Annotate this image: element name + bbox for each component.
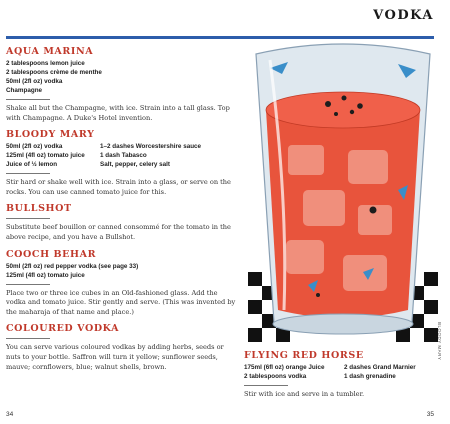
header-rule: [6, 36, 434, 39]
separator: [6, 284, 50, 285]
recipe-bullshot: [6, 203, 238, 242]
ingredient: 2 dashes Grand Marnier: [344, 364, 416, 371]
recipe-aqua-marina: [6, 46, 238, 123]
ingredient-grid: [244, 363, 440, 381]
page-number-right: 35: [426, 411, 434, 418]
recipe-method: You can serve various coloured vodkas by adding herbs, seeds or nuts to your bottle. Saffron will turn it yellow; sunflower seeds, mauve; cornflowers, blue; walnut shells, brown.: [6, 343, 224, 371]
recipe-title: BULLSHOT: [6, 203, 72, 215]
recipe-method: Stir hard or shake well with ice. Strain into a glass, or serve on the rocks. You can use canned tomato juice for this.: [6, 178, 231, 196]
ingredient: 50ml (2fl oz) red pepper vodka (see page 33): [6, 262, 139, 270]
page-number-left: 34: [6, 411, 14, 418]
ingredient: 2 tablespoons lemon juice: [6, 60, 85, 67]
ingredient: 50ml (2fl oz) vodka: [6, 78, 63, 85]
recipe-flying-red-horse: [244, 350, 440, 400]
recipe-title: FLYING RED HORSE: [244, 350, 364, 361]
recipe-method: Stir with ice and serve in a tumbler.: [244, 390, 365, 398]
ingredient: 1–2 dashes Worcestershire sauce: [100, 143, 202, 151]
recipe-method: Substitute beef bouillon or canned consommé for the tomato in the above recipe, and you have a Bullshot.: [6, 223, 231, 241]
ingredient: Champagne: [6, 87, 43, 94]
ingredient: 1 dash Tabasco: [100, 152, 147, 160]
ingredient: 2 tablespoons crème de menthe: [6, 69, 102, 76]
recipe-cooch-behar: [6, 249, 238, 318]
separator: [6, 99, 50, 100]
ingredient: 125ml (4fl oz) tomato juice: [6, 271, 85, 279]
separator: [244, 385, 288, 386]
separator: [6, 173, 50, 174]
recipe-coloured-vodka: [6, 323, 238, 372]
ingredient: 1 dash grenadine: [344, 373, 396, 380]
section-title: VODKA: [373, 8, 434, 23]
illustration-caption: BLOODY MARY: [437, 322, 442, 361]
recipe-title: AQUA MARINA: [6, 46, 94, 57]
recipe-title: BLOODY MARY: [6, 129, 95, 141]
recipe-method: Shake all but the Champagne, with ice. Strain into a tall glass. Top with Champagne. A Duke's Hotel invention.: [6, 104, 230, 122]
ingredient: 175ml (6fl oz) orange Juice: [244, 364, 325, 371]
recipe-method: Place two or three ice cubes in an Old-fashioned glass. Add the vodka and tomato juice. Stir gently and serve. (This was invented by the maharaja of that name and place.): [6, 288, 236, 316]
separator: [6, 338, 50, 339]
recipe-column: [6, 46, 238, 372]
ingredient: 50ml (2fl oz) vodka: [6, 143, 63, 151]
bloody-mary-illustration: [248, 40, 438, 350]
ingredient-grid: [6, 142, 238, 169]
recipe-title: COLOURED VODKA: [6, 323, 120, 335]
separator: [6, 218, 50, 219]
recipe-title: COOCH BEHAR: [6, 248, 97, 260]
ingredient: Juice of ½ lemon: [6, 161, 58, 169]
ingredient: 2 tablespoons vodka: [244, 373, 307, 380]
recipe-bloody-mary: [6, 129, 238, 197]
ingredient: 125ml (4fl oz) tomato juice: [6, 152, 85, 160]
ingredient: Salt, pepper, celery salt: [100, 161, 171, 169]
